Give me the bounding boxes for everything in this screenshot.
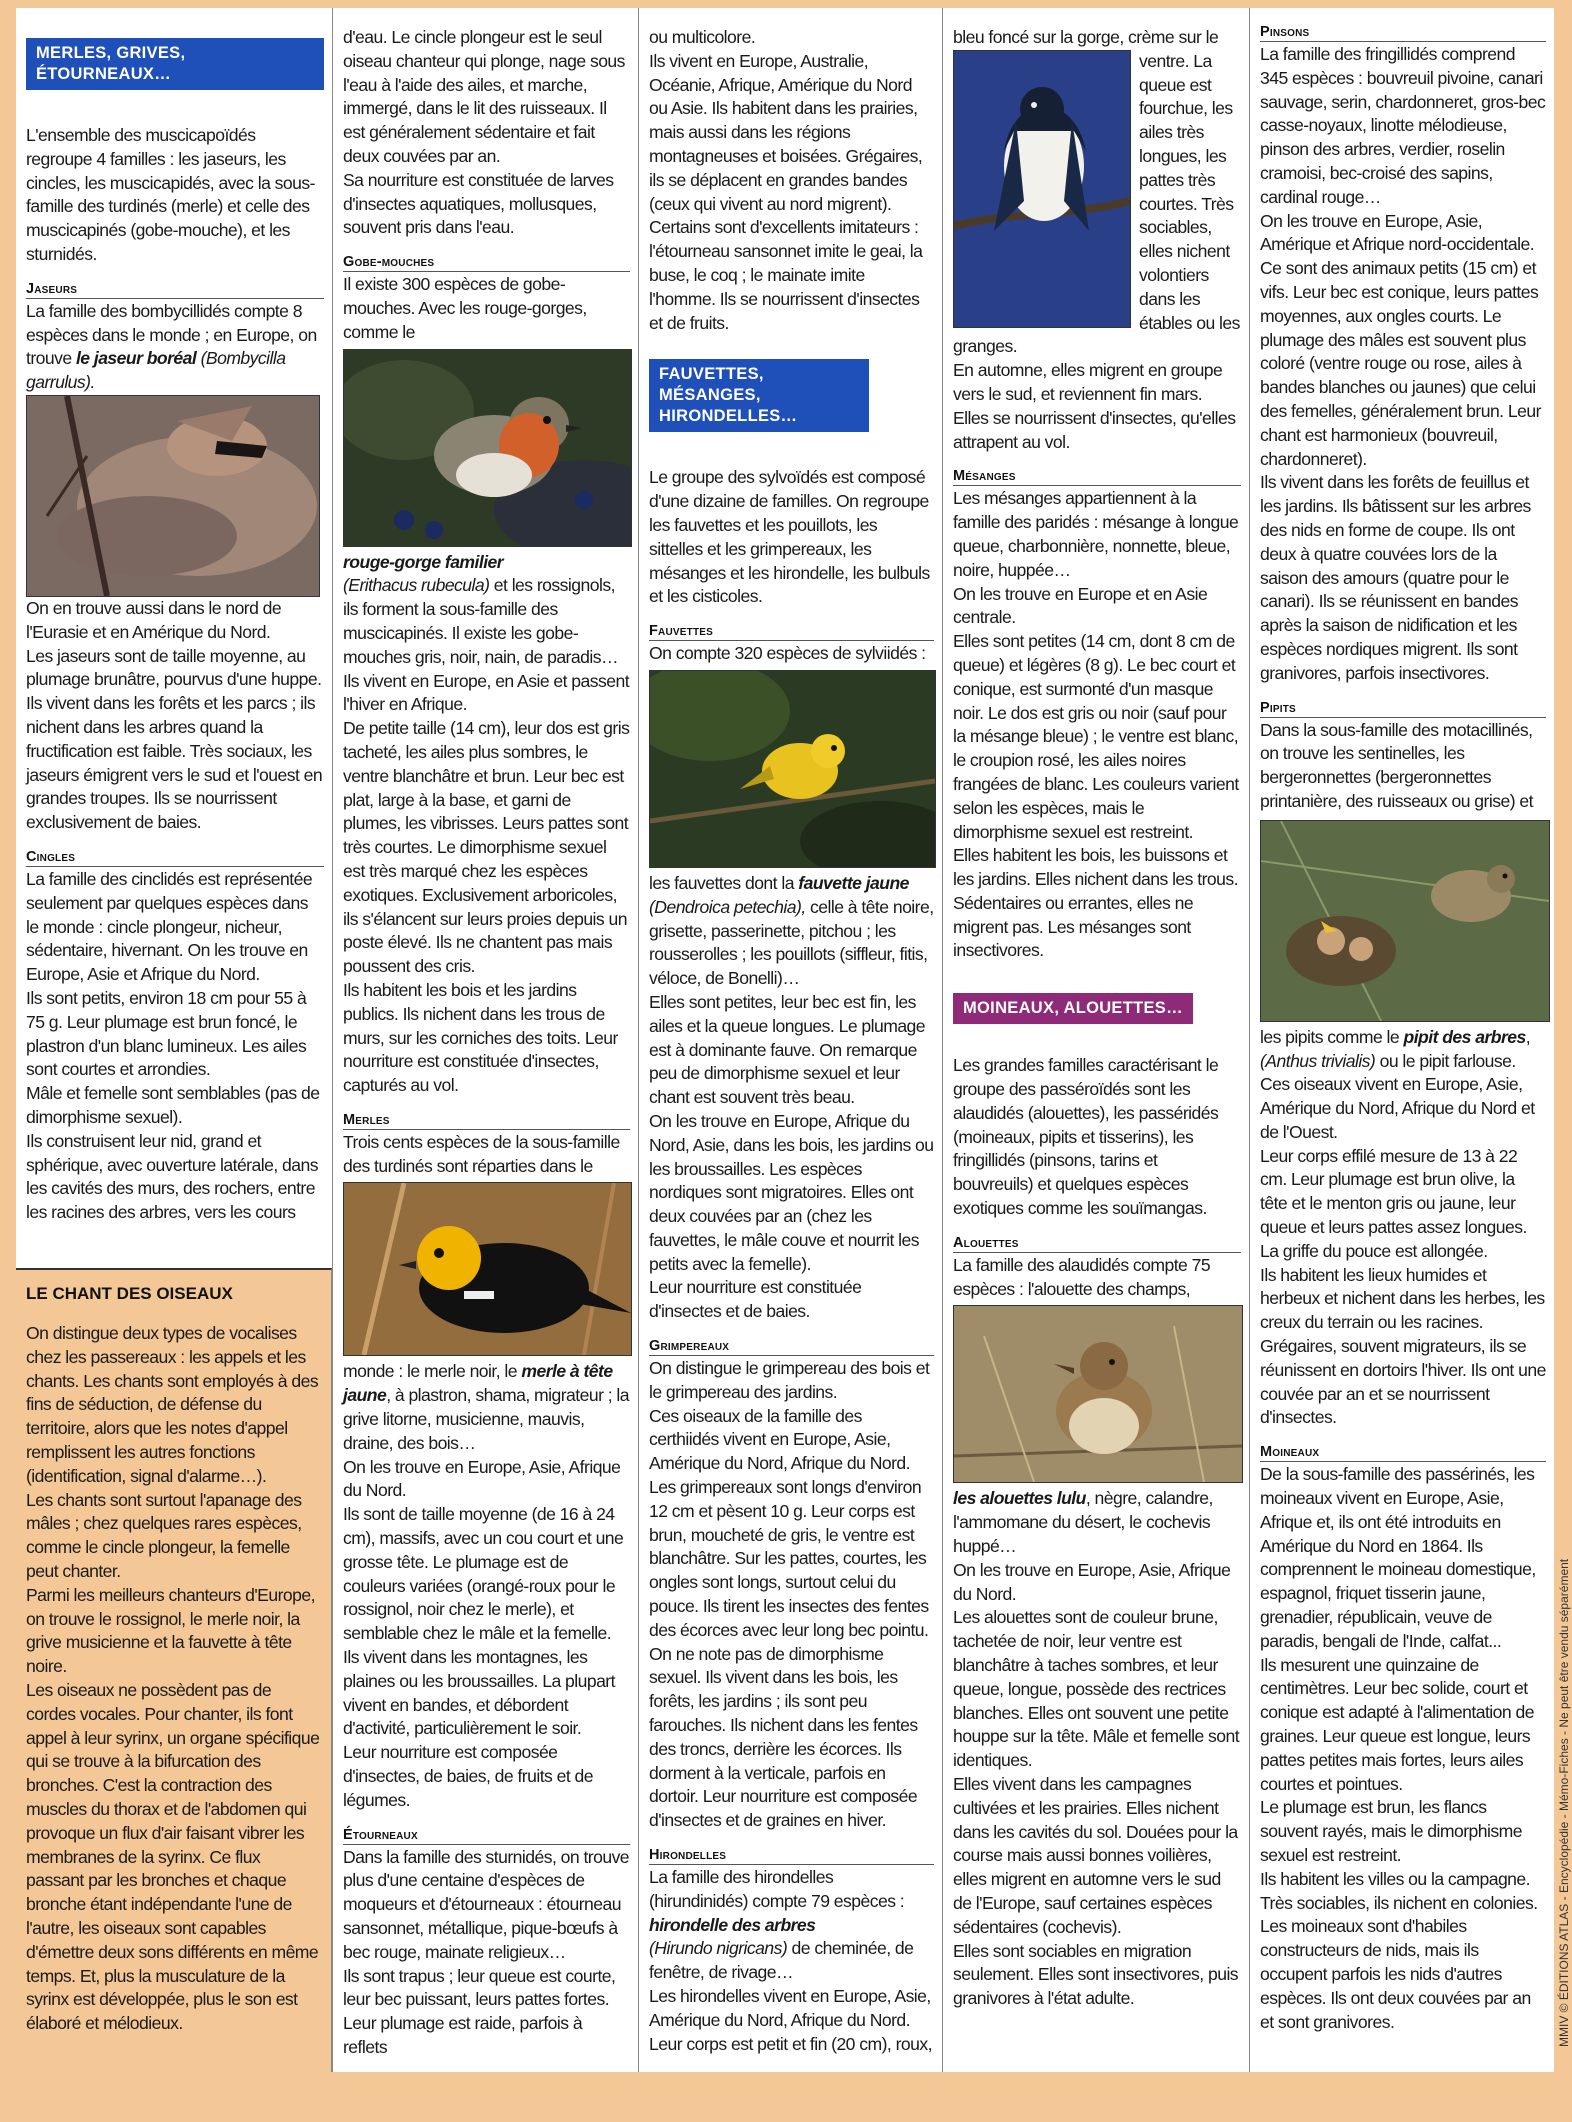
paragraph: Ces oiseaux de la famille des certhiidés vivent en Europe, Asie, Amérique du Nord, Afrique du Nord. (649, 1405, 910, 1474)
paragraph: Ils vivent dans les forêts de feuillus et les jardins. Ils bâtissent sur les arbres des nids en forme de coupe. Ils ont deux à quatre couvées lors de la saison des amours (quatre pour le canari). Ils se réunissent en bandes après la saison de nidification et les espèces nordiques migrent. Ils sont granivores, parfois insectivores. (1260, 472, 1531, 683)
sidebar-title: LE CHANT DES OISEAUX (26, 1284, 233, 1303)
paragraph: ventre. La queue est fourchue, les ailes très longues, les pattes très courtes. Très sociables, elles nichent volontiers dans les étables ou les (1139, 50, 1240, 333)
species-name: pipit des arbres (1403, 1026, 1526, 1047)
paragraph: Trois cents espèces de la sous-famille des turdinés sont réparties dans le (343, 1131, 620, 1176)
section-title-moineaux: MOINEAUX, ALOUETTES… (953, 993, 1193, 1024)
paragraph: De petite taille (14 cm), leur dos est gris tacheté, les ailes plus sombres, le ventre blanchâtre et brun. Leur bec est plat, large à la base, et garni de plumes, les vibrisses. Leurs pattes sont très courtes. Le dimorphisme sexuel est très marqué chez les espèces exotiques. Exclusivement arboricoles, ils s'élancent sur leurs proies depuis un poste élevé. Ils ne chantent pas mais poussent des cris. (343, 718, 630, 977)
paragraph: Les grandes familles caractérisant le groupe des passéroïdés sont les alaudidés (alouettes), les passéridés (moineaux, pipits et tisserins), les fringillidés (pinsons, tarins et bouvreuils) et quelques espèces exotiques comme les souïmangas. (953, 1055, 1219, 1219)
paragraph: Les jaseurs sont de taille moyenne, au plumage brunâtre, pourvus d'une huppe. Ils vivent dans les forêts et les parcs ; ils nichent dans les arbres quand la fructification est faible. Très sociaux, les jaseurs émigrent vers le sud et l'ouest en grandes troupes. Ils se nourrissent exclusivement de baies. (26, 645, 323, 833)
paragraph: Mâle et femelle sont semblables (pas de dimorphisme sexuel). (26, 1083, 320, 1127)
paragraph: On compte 320 espèces de sylviidés : (649, 643, 926, 664)
robin-photo (343, 349, 632, 547)
paragraph: Ils sont de taille moyenne (de 16 à 24 cm), massifs, avec un cou court et une grosse tête. Le plumage est de couleurs variées (orangé-roux pour le rossignol, noir chez le merle), et semblable chez le mâle et la femelle. (343, 1504, 624, 1644)
subhead-pipits: Pipits (1260, 700, 1546, 718)
paragraph: Leur plumage est raide, parfois à reflets (343, 2013, 583, 2057)
paragraph: Leur nourriture est constituée d'insectes et de baies. (649, 1277, 862, 1322)
paragraph: les alouettes lulu, nègre, calandre, l'ammomane du désert, le cochevis huppé… (953, 1488, 1213, 1557)
page-sheet (16, 8, 1554, 2072)
paragraph: Ils vivent dans les montagnes, les plaines ou les broussailles. La plupart vivent en bandes, et débordent d'activité, particulièrement le soir. (343, 1647, 615, 1739)
latin-name: (Erithacus rubecula) (343, 575, 490, 596)
species-name: fauvette jaune (798, 872, 909, 893)
paragraph: Dans la sous-famille des motacillinés, on trouve les sentinelles, les bergeronnettes (bergeronnettes printanière, des ruisseaux ou grise) et (1260, 719, 1533, 811)
paragraph: Elles vivent dans les campagnes cultivées et les prairies. Elles nichent dans les cavités du sol. Douées pour la course mais aussi bonnes voilières, elles migrent en automne vers le sud de l'Europe, sauf certaines espèces sédentaires (cochevis). (953, 1774, 1238, 1937)
paragraph: Ils habitent les lieux humides et herbeux et nichent dans les herbes, les creux du terrain ou les racines. Grégaires, souvent migrateurs, ils se réunissent en dortoirs l'hiver. Ils ont une couvée par an et se nourrissent d'insectes. (1260, 1264, 1546, 1428)
paragraph: Elles sont sociables en migration seulement. Elles sont insectivores, puis granivores à l'état adulte. (953, 1940, 1239, 2009)
swallow-block (953, 50, 1241, 336)
paragraph: bleu foncé sur la gorge, crème sur le (953, 27, 1219, 47)
paragraph: Elles habitent les bois, les buissons et les jardins. Elles nichent dans les trous. Sédentaires ou errantes, elles ne migrent pas. Les mésanges sont insectivores. (953, 845, 1238, 961)
yellow-warbler-photo (649, 670, 936, 868)
paragraph: Sa nourriture est constituée de larves d'insectes aquatiques, mollusques, souvent pris dans l'eau. (343, 169, 614, 238)
paragraph: Ces oiseaux vivent en Europe, Asie, Amérique du Nord, Afrique du Nord et de l'Ouest. (1260, 1074, 1535, 1142)
subhead-gobe-mouches: Gobe-mouches (343, 254, 630, 272)
paragraph: Elles sont petites (14 cm, dont 8 cm de queue) et légères (8 g). Le bec court et conique, est surmonté d'un masque noir. Le dos est gris ou noir (sauf pour la mésange bleue) ; le ventre est blanc, le croupion rosé, les ailes noires frangées de blanc. Les couleurs varient selon les espèces, mais le dimorphisme sexuel est restreint. (953, 631, 1239, 842)
paragraph: La famille des fringillidés comprend 345 espèces : bouvreuil pivoine, canari sauvage, serin, chardonneret, gros-bec casse-noyaux, linotte mélodieuse, pinson des arbres, verdier, roselin cramoisi, bec-croisé des sapins, cardinal rouge… (1260, 44, 1546, 207)
species-name: merle à tête jaune (343, 1361, 613, 1406)
section-title-fauvettes: FAUVETTES, MÉSANGES, HIRONDELLES… (649, 359, 869, 432)
paragraph: Il existe 300 espèces de gobe-mouches. Avec les rouge-gorges, comme le (343, 274, 587, 342)
paragraph: L'ensemble des muscicapoïdés regroupe 4 familles : les jaseurs, les cincles, les muscicapidés, avec la sous-famille des turdinés (merle) et celle des muscicapinés (gobe-mouche), et les sturnidés. (26, 125, 315, 264)
column-5 (1250, 8, 1554, 2072)
paragraph: Leur corps effilé mesure de 13 à 22 cm. Leur plumage est brun olive, la tête et le menton gris ou jaune, leur queue et leurs pattes assez longues. La griffe du pouce est allongée. (1260, 1145, 1527, 1261)
species-name: rouge-gorge familier (343, 551, 504, 572)
paragraph: De la sous-famille des passérinés, les moineaux vivent en Europe, Asie, Afrique et, ils ont été introduits en Amérique du Nord en 1864. Ils comprennent le moineau domestique, espagnol, friquet tisserin jaune, grenadier, républicain, veuve de paradis, bengali de l'Inde, calfat... (1260, 1464, 1536, 1651)
paragraph: Ils sont trapus ; leur queue est courte, leur bec puissant, leurs pattes fortes. (343, 1965, 616, 2010)
latin-name: (Hirundo nigricans) (649, 1938, 788, 1959)
paragraph: Les oiseaux ne possèdent pas de cordes vocales. Pour chanter, ils font appel à leur syrinx, un organe spécifique qui se trouve à la bifurcation des bronches. C'est la contraction des muscles du thorax et de l'abdomen qui provoque un flux d'air faisant vibrer les membranes de la syrinx. Ce flux passant par les bronches et chaque bronche étant indépendante l'une de l'autre, les oiseaux sont capables d'émettre deux sons différents en même temps. Et, plus la musculature de la syrinx est développée, plus le son est élaboré et mélodieux. (26, 1679, 320, 2034)
paragraph: Ils habitent les villes ou la campagne. Très sociables, ils nichent en colonies. (1260, 1868, 1538, 1913)
subhead-merles: Merles (343, 1112, 630, 1130)
paragraph: On en trouve aussi dans le nord de l'Eurasie et en Amérique du Nord. (26, 597, 282, 642)
paragraph: d'eau. Le cincle plongeur est le seul oiseau chanteur qui plonge, nage sous l'eau à l'aide des ailes, et marche, immergé, dans le lit des ruisseaux. Il est généralement sédentaire et fait deux couvées par an. (343, 27, 625, 166)
paragraph: Ils vivent en Europe, en Asie et passent l'hiver en Afrique. (343, 670, 630, 715)
paragraph: (Hirundo nigricans) de cheminée, de fenêtre, de rivage… (649, 1938, 914, 1983)
paragraph: Les alouettes sont de couleur brune, tachetée de noir, leur ventre est blanchâtre à taches sombres, et leur queue, longue, possède des rectrices blanches. Elles ont souvent une petite houppe sur la tête. Mâle et femelle sont identiques. (953, 1607, 1240, 1771)
tree-pipit-photo (1260, 820, 1550, 1022)
paragraph: Le groupe des sylvoïdés est composé d'une dizaine de familles. On regroupe les fauvettes et les pouillots, les sittelles et les grimpereaux, les mésanges et les hirondelle, les bulbuls et les cisticoles. (649, 467, 930, 607)
paragraph (343, 551, 630, 575)
paragraph: On les trouve en Europe et en Asie centrale. (953, 583, 1208, 628)
paragraph (649, 1914, 934, 1938)
latin-name: (Bombycilla garrulus). (26, 348, 286, 393)
paragraph: Elles sont petites, leur bec est fin, les ailes et la queue longues. Le plumage est à dominante fauve. On remarque peu de dimorphisme sexuel et leur chant est souvent très beau. (649, 991, 926, 1108)
paragraph: (Erithacus rubecula) et les rossignols, ils forment la sous-famille des muscicapinés. Il existe les gobe-mouches gris, noir, nain, de paradis… (343, 575, 618, 667)
subhead-moineaux: Moineaux (1260, 1444, 1546, 1462)
paragraph: On distingue deux types de vocalises chez les passereaux : les appels et les chants. Les chants sont employés à des fins de séduction, de défense du territoire, alors que les notes d'appel remplissent les autres fonctions (identification, signal d'alarme…). (26, 1323, 319, 1486)
paragraph: Les moineaux sont d'habiles constructeurs de nids, mais ils occupent parfois les nids d'autres espèces. Ils ont deux couvées par an et sont granivores. (1260, 1916, 1531, 2032)
paragraph: Les grimpereaux sont longs d'environ 12 cm et pèsent 10 g. Leur corps est brun, moucheté de gris, le ventre est blanchâtre. Sur les pattes, courtes, les ongles sont longs, surtout celui du pouce. Ils tirent les insectes des fentes des écorces avec leur long bec pointu. On ne note pas de dimorphisme sexuel. Ils vivent dans les bois, les forêts, les jardins ; ils sont peu farouches. Ils nichent dans les fentes des troncs, derrière les écorces. Ils dorment à la verticale, parfois en dortoir. Leur nourriture est composée d'insectes et de graines en hiver. (649, 1477, 929, 1831)
paragraph: On les trouve en Europe, Afrique du Nord, Asie, dans les bois, les jardins ou les broussailles. Les espèces nordiques sont migratoires. Elles ont deux couvées par an (chez les fauvettes, le mâle couve et nourrit les petits avec la femelle). (649, 1110, 934, 1274)
paragraph: ou multicolore. (649, 27, 756, 47)
paragraph: On les trouve en Europe, Asie, Afrique du Nord. (953, 1559, 1231, 1604)
paragraph: Les chants sont surtout l'apanage des mâles ; chez quelques rares espèces, comme le cincle plongeur, la femelle peut chanter. (26, 1489, 302, 1581)
woodlark-photo (953, 1305, 1243, 1483)
subhead-grimpereaux: Grimpereaux (649, 1338, 934, 1356)
paragraph: On distingue le grimpereau des bois et le grimpereau des jardins. (649, 1358, 930, 1402)
paragraph: On les trouve en Europe, Asie, Amérique et Afrique nord-occidentale. (1260, 210, 1535, 255)
paragraph: Ils sont petits, environ 18 cm pour 55 à 75 g. Leur plumage est brun foncé, le plastron d'un blanc lumineux. Les ailes sont courtes et arrondies. (26, 987, 307, 1080)
section-title-merles: MERLES, GRIVES, ÉTOURNEAUX… (26, 38, 324, 90)
subhead-pinsons: Pinsons (1260, 24, 1546, 42)
column-4 (943, 8, 1249, 2072)
paragraph: Dans la famille des sturnidés, on trouve plus d'une centaine d'espèces de moqueurs et d'étourneaux : étourneau sansonnet, métallique, pique-bœufs à bec rouge, mainate religieux… (343, 1846, 630, 1962)
paragraph: Le plumage est brun, les flancs souvent rayés, mais le dimorphisme sexuel est restreint. (1260, 1797, 1522, 1865)
subhead-hirondelles: Hirondelles (649, 1847, 934, 1865)
paragraph: La famille des hirondelles (hirundinidés) compte 79 espèces : (649, 1867, 905, 1911)
paragraph: La famille des bombycillidés compte 8 espèces dans le monde ; en Europe, on trouve le jaseur boréal (Bombycilla garrulus). (26, 300, 317, 393)
subhead-jaseurs: Jaseurs (26, 281, 324, 299)
paragraph: Ils habitent les bois et les jardins publics. Ils nichent dans les trous de murs, sur les corniches des toits. Leur nourriture est constituée d'insectes, capturés au vol. (343, 979, 618, 1096)
paragraph: les pipits comme le pipit des arbres, (Anthus trivialis) ou le pipit farlouse. (1260, 1026, 1531, 1071)
paragraph: Leur nourriture est composée d'insectes, de baies, de fruits et de légumes. (343, 1742, 594, 1810)
paragraph: Les hirondelles vivent en Europe, Asie, Amérique du Nord, Afrique du Nord. (649, 1986, 931, 2030)
paragraph: monde : le merle noir, le merle à tête jaune, à plastron, shama, migrateur ; la grive litorne, musicienne, mauvis, draine, des bois… (343, 1361, 630, 1453)
copyright-credit: MMIV © ÉDITIONS ATLAS - Encyclopédie - Mémo-Fiches - Ne peut être vendu séparément (1557, 1558, 1571, 2047)
species-name: hirondelle des arbres (649, 1914, 816, 1935)
paragraph: En automne, elles migrent en groupe vers le sud, et reviennent fin mars. (953, 360, 1223, 404)
sidebar-chant-des-oiseaux (16, 1268, 332, 2072)
subhead-fauvettes: Fauvettes (649, 623, 934, 641)
subhead-cingles: Cingles (26, 849, 324, 867)
paragraph: La famille des cinclidés est représentée seulement par quelques espèces dans le monde : cincle plongeur, nicheur, sédentaire, hivernant. On les trouve en Europe, Asie et Afrique du Nord. (26, 868, 313, 985)
paragraph: Ils mesurent une quinzaine de centimètres. Leur bec solide, court et conique est adapté à l'alimentation de graines. Leur queue est longue, leurs pattes petites mais fortes, leurs ailes courtes et pointues. (1260, 1654, 1534, 1794)
paragraph: Ils construisent leur nid, grand et sphérique, avec ouverture latérale, dans les cavités des murs, des rochers, entre les racines des arbres, vers les cours (26, 1130, 318, 1223)
paragraph: les fauvettes dont la fauvette jaune (Dendroica petechia), celle à tête noire, grisette, passerinette, pitchou ; les rousserolles ; les pouillots (siffleur, fitis, véloce, de Bonelli)… (649, 872, 934, 989)
species-name: le jaseur boréal (75, 348, 197, 369)
subhead-alouettes: Alouettes (953, 1235, 1241, 1253)
column-3 (639, 8, 942, 2072)
latin-name: (Anthus trivialis) (1260, 1050, 1376, 1071)
tree-swallow-photo (953, 50, 1131, 328)
paragraph: Elles se nourrissent d'insectes, qu'elles attrapent au vol. (953, 407, 1236, 452)
yellow-headed-blackbird-photo (343, 1182, 632, 1356)
species-name: les alouettes lulu (953, 1488, 1086, 1509)
subhead-mesanges: Mésanges (953, 468, 1241, 486)
subhead-etourneaux: Étourneaux (343, 1827, 630, 1845)
paragraph: Parmi les meilleurs chanteurs d'Europe, on trouve le rossignol, le merle noir, la grive musicienne et la fauvette à tête noire. (26, 1584, 315, 1677)
paragraph: Leur corps est petit et fin (20 cm), roux, (649, 2033, 932, 2054)
paragraph: Ce sont des animaux petits (15 cm) et vifs. Leur bec est conique, leurs pattes moyennes, aux ongles courts. Le plumage des mâles est souvent plus coloré (ventre rouge ou rose, ailes à bandes blanches ou jaunes) que celui des femelles, généralement brun. Leur chant est harmonieux (bouvreuil, chardonneret). (1260, 258, 1541, 469)
paragraph: granges. (953, 336, 1018, 357)
column-2 (333, 8, 638, 2072)
paragraph: Les mésanges appartiennent à la famille des paridés : mésange à longue queue, charbonnière, nonnette, bleue, noire, huppée… (953, 488, 1239, 580)
paragraph: Ils vivent en Europe, Australie, Océanie, Afrique, Amérique du Nord ou Asie. Ils habitent dans les prairies, mais aussi dans les régions montagneuses et boisées. Grégaires, ils se déplacent en grandes bandes (ceux qui vivent au nord migrent). Certains sont d'excellents imitateurs : l'étourneau sansonnet imite le geai, la buse, le coq ; le mainate imite l'homme. Ils se nourrissent d'insectes et de fruits. (649, 50, 923, 333)
paragraph: On les trouve en Europe, Asie, Afrique du Nord. (343, 1456, 621, 1501)
latin-name: (Dendroica petechia), (649, 896, 806, 917)
paragraph: La famille des alaudidés compte 75 espèces : l'alouette des champs, (953, 1254, 1211, 1299)
waxwing-photo (26, 395, 320, 597)
